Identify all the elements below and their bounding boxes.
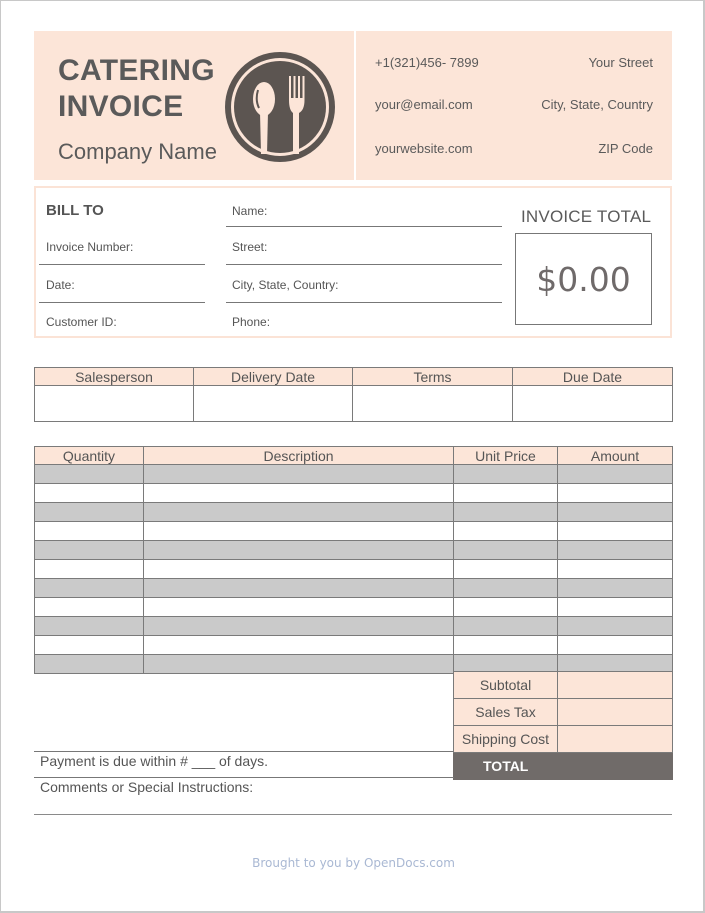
item-row — [35, 636, 673, 655]
shipping-row — [454, 726, 673, 753]
quantity-cell[interactable] — [35, 465, 144, 484]
header-divider — [354, 31, 356, 180]
amount-cell[interactable] — [558, 579, 673, 598]
unit-price-cell[interactable] — [454, 503, 558, 522]
item-row — [35, 541, 673, 560]
unit-price-cell[interactable] — [454, 579, 558, 598]
sales-table-row — [35, 386, 673, 422]
item-row — [35, 503, 673, 522]
sales-info-table — [34, 367, 673, 422]
company-name[interactable]: Company Name — [58, 139, 217, 164]
totals-table — [453, 671, 673, 780]
item-row — [35, 617, 673, 636]
items-table-header — [35, 447, 673, 465]
amount-cell[interactable] — [558, 636, 673, 655]
street-field[interactable] — [226, 264, 502, 265]
unit-price-cell[interactable] — [454, 465, 558, 484]
invoice-title — [58, 53, 215, 125]
due-date-cell[interactable] — [513, 386, 673, 422]
amount-cell[interactable] — [558, 503, 673, 522]
invoice-number-label: Invoice Number: — [46, 240, 134, 254]
description-cell[interactable] — [144, 560, 454, 579]
amount-header: Amount — [558, 447, 673, 465]
unit-price-header: Unit Price — [454, 447, 558, 465]
line-items-table — [34, 446, 673, 674]
subtotal-row — [454, 672, 673, 699]
unit-price-cell[interactable] — [454, 522, 558, 541]
zip-code[interactable]: ZIP Code — [598, 141, 653, 156]
total-row — [454, 753, 673, 780]
item-row — [35, 465, 673, 484]
due-date-header: Due Date — [513, 368, 673, 386]
comments-label: Comments or Special Instructions: — [40, 779, 254, 795]
description-cell[interactable] — [144, 465, 454, 484]
city-state-country-field[interactable] — [226, 302, 502, 303]
description-cell[interactable] — [144, 579, 454, 598]
item-row — [35, 484, 673, 503]
unit-price-cell[interactable] — [454, 617, 558, 636]
sales-tax-label: Sales Tax — [454, 699, 558, 726]
city-state-country[interactable]: City, State, Country — [541, 97, 653, 112]
quantity-cell[interactable] — [35, 522, 144, 541]
total-label: TOTAL — [454, 753, 558, 780]
description-cell[interactable] — [144, 484, 454, 503]
quantity-cell[interactable] — [35, 636, 144, 655]
shipping-value[interactable] — [558, 726, 673, 753]
description-cell[interactable] — [144, 541, 454, 560]
footer-credit[interactable]: Brought to you by OpenDocs.com — [252, 856, 455, 870]
terms-header: Terms — [353, 368, 513, 386]
shipping-label: Shipping Cost — [454, 726, 558, 753]
items-table-body — [35, 465, 673, 674]
bill-to-heading: BILL TO — [46, 202, 104, 219]
name-label: Name: — [232, 204, 268, 218]
quantity-cell[interactable] — [35, 598, 144, 617]
sales-tax-value[interactable] — [558, 699, 673, 726]
street-address[interactable]: Your Street — [588, 55, 653, 70]
invoice-total-value: $0.00 — [515, 233, 652, 325]
description-cell[interactable] — [144, 636, 454, 655]
unit-price-cell[interactable] — [454, 636, 558, 655]
invoice-total-label: INVOICE TOTAL — [521, 207, 652, 226]
city-state-country-label: City, State, Country: — [232, 278, 339, 292]
description-cell[interactable] — [144, 655, 454, 674]
unit-price-cell[interactable] — [454, 598, 558, 617]
website[interactable]: yourwebsite.com — [375, 141, 473, 156]
phone-label: Phone: — [232, 315, 271, 329]
description-cell[interactable] — [144, 503, 454, 522]
spoon-fork-icon — [223, 50, 337, 164]
unit-price-cell[interactable] — [454, 560, 558, 579]
email-address[interactable]: your@email.com — [375, 97, 473, 112]
quantity-cell[interactable] — [35, 655, 144, 674]
unit-price-cell[interactable] — [454, 541, 558, 560]
subtotal-value[interactable] — [558, 672, 673, 699]
salesperson-header: Salesperson — [35, 368, 194, 386]
quantity-cell[interactable] — [35, 484, 144, 503]
description-cell[interactable] — [144, 598, 454, 617]
name-field[interactable] — [226, 226, 502, 227]
amount-cell[interactable] — [558, 560, 673, 579]
amount-cell[interactable] — [558, 484, 673, 503]
description-cell[interactable] — [144, 522, 454, 541]
unit-price-cell[interactable] — [454, 484, 558, 503]
date-field[interactable] — [39, 302, 205, 303]
description-header: Description — [144, 447, 454, 465]
sales-table-header — [35, 368, 673, 386]
quantity-cell[interactable] — [35, 503, 144, 522]
total-value — [558, 753, 673, 780]
item-row — [35, 579, 673, 598]
invoice-header — [34, 31, 672, 180]
description-cell[interactable] — [144, 617, 454, 636]
bill-to-section — [34, 186, 672, 338]
item-row — [35, 560, 673, 579]
title-line-1: CATERING — [58, 54, 215, 87]
title-line-2: INVOICE — [58, 90, 184, 123]
date-label: Date: — [46, 278, 75, 292]
amount-cell[interactable] — [558, 522, 673, 541]
payment-terms[interactable]: Payment is due within # ___ of days. — [34, 751, 454, 778]
customer-id-label: Customer ID: — [46, 315, 117, 329]
delivery-date-cell[interactable] — [194, 386, 353, 422]
amount-cell[interactable] — [558, 541, 673, 560]
amount-cell[interactable] — [558, 465, 673, 484]
item-row — [35, 598, 673, 617]
invoice-number-field[interactable] — [39, 264, 205, 265]
quantity-cell[interactable] — [35, 560, 144, 579]
amount-cell[interactable] — [558, 598, 673, 617]
comments-field[interactable] — [34, 814, 672, 815]
quantity-header: Quantity — [35, 447, 144, 465]
salesperson-cell[interactable] — [35, 386, 194, 422]
delivery-date-header: Delivery Date — [194, 368, 353, 386]
subtotal-label: Subtotal — [454, 672, 558, 699]
quantity-cell[interactable] — [35, 579, 144, 598]
phone-number[interactable]: +1(321)456- 7899 — [375, 55, 479, 70]
amount-cell[interactable] — [558, 617, 673, 636]
quantity-cell[interactable] — [35, 541, 144, 560]
item-row — [35, 522, 673, 541]
street-label: Street: — [232, 240, 268, 254]
sales-tax-row — [454, 699, 673, 726]
terms-cell[interactable] — [353, 386, 513, 422]
quantity-cell[interactable] — [35, 617, 144, 636]
